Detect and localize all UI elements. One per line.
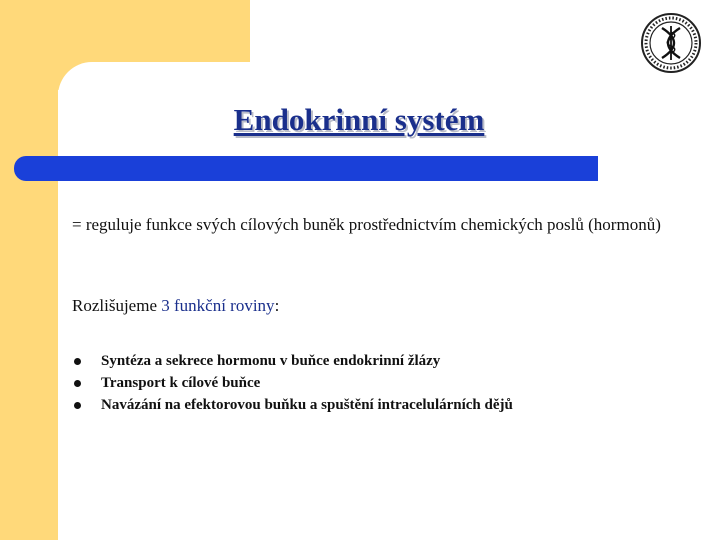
definition-text: = reguluje funkce svých cílových buněk prostřednictvím chemických poslů (hormonů)	[72, 215, 661, 234]
bullet-dot-icon	[74, 358, 81, 365]
levels-list	[72, 350, 513, 416]
list-item	[72, 350, 513, 372]
list-item	[72, 394, 513, 416]
bullet-dot-icon	[74, 402, 81, 409]
decoration-left-yellow	[0, 0, 58, 540]
slide-title: Endokrinní systém	[233, 102, 485, 137]
levels-intro	[72, 296, 279, 316]
bullet-dot-icon	[74, 380, 81, 387]
title-underline-bar	[14, 156, 598, 181]
levels-intro-suffix: :	[274, 296, 280, 315]
levels-intro-prefix: Rozlišujeme	[72, 296, 162, 315]
list-item-label: Syntéza a sekrece hormonu v buňce endokrinní žlázy	[101, 353, 441, 369]
list-item	[72, 372, 513, 394]
list-item-label: Transport k cílové buňce	[101, 375, 261, 391]
levels-intro-highlight: 3 funkční roviny	[161, 296, 275, 315]
university-seal-icon	[640, 12, 702, 74]
list-item-label: Navázání na efektorovou buňku a spuštění intracelulárních dějů	[101, 397, 513, 413]
